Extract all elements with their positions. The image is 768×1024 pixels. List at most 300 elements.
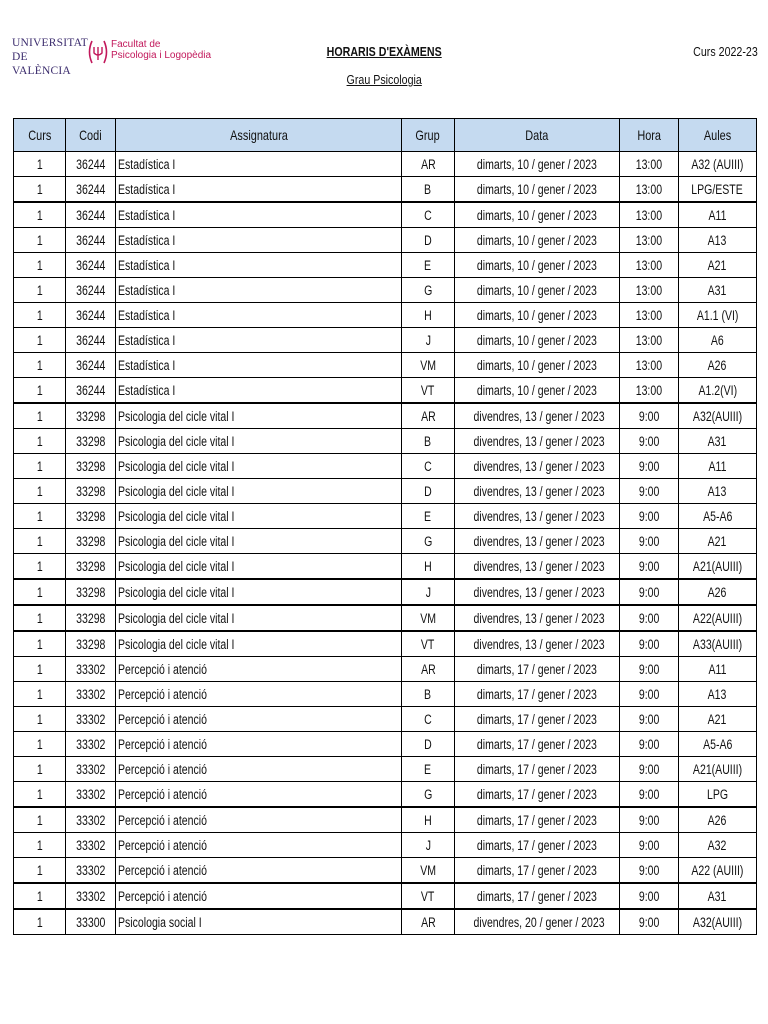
cell-aules-text: A22 (AUIII) [691, 862, 744, 878]
cell-hora-text: 9:00 [638, 458, 660, 474]
cell-assignatura-text: Percepció i atenció [118, 862, 207, 878]
cell-aules-text: A26 [708, 812, 727, 828]
cell-grup-text: B [424, 686, 432, 702]
cell-curs-text: 1 [36, 332, 43, 348]
table-header-row [14, 119, 757, 152]
cell-hora [620, 328, 679, 353]
cell-hora-text: 9:00 [638, 558, 660, 574]
table-row [14, 858, 757, 884]
cell-grup-text: J [425, 837, 431, 853]
cell-assignatura [116, 504, 402, 529]
cell-data [455, 529, 620, 554]
cell-grup-text: AR [420, 408, 436, 424]
cell-assignatura-text: Percepció i atenció [118, 812, 207, 828]
cell-data [455, 707, 620, 732]
cell-data-text: dimarts, 10 / gener / 2023 [477, 282, 597, 298]
cell-data-text: divendres, 13 / gener / 2023 [473, 584, 605, 600]
cell-data [455, 757, 620, 782]
cell-grup-text: AR [420, 661, 436, 677]
cell-assignatura-text: Psicologia del cicle vital I [118, 584, 235, 600]
cell-curs-text: 1 [36, 914, 43, 930]
cell-grup [402, 707, 455, 732]
cell-grup [402, 303, 455, 328]
cell-codi-text: 33298 [75, 483, 106, 499]
cell-data-text: divendres, 20 / gener / 2023 [473, 914, 605, 930]
cell-codi-text: 36244 [75, 332, 106, 348]
cell-codi [66, 378, 116, 404]
table-body [14, 152, 757, 935]
cell-assignatura [116, 579, 402, 605]
column-header-data [455, 119, 620, 152]
cell-aules [679, 353, 757, 378]
cell-aules-text: A1.1 (VI) [696, 307, 739, 323]
cell-hora [620, 883, 679, 909]
cell-codi-text: 36244 [75, 156, 106, 172]
cell-curs [14, 429, 66, 454]
cell-curs-text: 1 [36, 433, 43, 449]
cell-grup-text: E [424, 508, 432, 524]
table-row [14, 378, 757, 404]
cell-grup-text: H [424, 558, 432, 574]
cell-aules [679, 202, 757, 228]
cell-codi-text: 33298 [75, 508, 106, 524]
cell-codi-text: 36244 [75, 257, 106, 273]
cell-codi [66, 554, 116, 580]
cell-hora [620, 682, 679, 707]
cell-grup [402, 353, 455, 378]
cell-aules-text: A21 [708, 533, 727, 549]
cell-grup-text: D [424, 483, 432, 499]
cell-curs [14, 909, 66, 935]
cell-assignatura-text: Estadística I [118, 382, 176, 398]
cell-grup [402, 278, 455, 303]
cell-data [455, 732, 620, 757]
cell-grup-text: C [424, 207, 432, 223]
cell-hora-text: 9:00 [638, 862, 660, 878]
cell-codi-text: 33302 [75, 862, 106, 878]
cell-aules [679, 732, 757, 757]
cell-data [455, 228, 620, 253]
cell-curs-text: 1 [36, 408, 43, 424]
document-title: HORARIS D'EXÀMENS [326, 44, 442, 59]
cell-aules [679, 909, 757, 935]
cell-curs [14, 554, 66, 580]
cell-grup [402, 782, 455, 808]
cell-grup-text: H [424, 812, 432, 828]
cell-codi-text: 36244 [75, 232, 106, 248]
cell-curs-text: 1 [36, 888, 43, 904]
cell-grup [402, 253, 455, 278]
cell-codi-text: 33298 [75, 458, 106, 474]
cell-grup-text: B [424, 433, 432, 449]
cell-assignatura [116, 833, 402, 858]
cell-hora-text: 13:00 [635, 282, 663, 298]
cell-assignatura-text: Psicologia del cicle vital I [118, 533, 235, 549]
cell-data-text: dimarts, 17 / gener / 2023 [477, 862, 597, 878]
cell-aules [679, 554, 757, 580]
cell-codi-text: 33302 [75, 837, 106, 853]
column-header-curs [14, 119, 66, 152]
cell-data [455, 605, 620, 631]
cell-assignatura [116, 707, 402, 732]
cell-codi [66, 579, 116, 605]
cell-curs-text: 1 [36, 483, 43, 499]
cell-curs [14, 152, 66, 177]
cell-aules [679, 177, 757, 203]
cell-hora [620, 554, 679, 580]
cell-grup [402, 858, 455, 884]
cell-codi [66, 631, 116, 657]
cell-hora [620, 529, 679, 554]
cell-codi-text: 33302 [75, 661, 106, 677]
cell-codi-text: 36244 [75, 181, 106, 197]
cell-assignatura-text: Percepció i atenció [118, 786, 207, 802]
cell-aules-text: A33(AUIII) [692, 636, 743, 652]
cell-curs-text: 1 [36, 458, 43, 474]
cell-hora [620, 353, 679, 378]
cell-curs [14, 807, 66, 833]
cell-aules [679, 682, 757, 707]
cell-hora-text: 9:00 [638, 508, 660, 524]
cell-hora [620, 757, 679, 782]
cell-data [455, 833, 620, 858]
cell-assignatura [116, 152, 402, 177]
cell-data-text: dimarts, 10 / gener / 2023 [477, 307, 597, 323]
cell-aules-text: A5-A6 [702, 736, 733, 752]
cell-aules-text: A26 [708, 357, 727, 373]
cell-hora [620, 605, 679, 631]
cell-curs [14, 707, 66, 732]
cell-curs-text: 1 [36, 711, 43, 727]
cell-grup [402, 833, 455, 858]
cell-aules [679, 454, 757, 479]
cell-assignatura-text: Psicologia del cicle vital I [118, 610, 235, 626]
cell-codi-text: 33302 [75, 888, 106, 904]
cell-assignatura-text: Estadística I [118, 257, 176, 273]
cell-curs-text: 1 [36, 533, 43, 549]
cell-data [455, 682, 620, 707]
cell-curs-text: 1 [36, 862, 43, 878]
cell-hora-text: 9:00 [638, 736, 660, 752]
table-row [14, 152, 757, 177]
cell-codi-text: 33302 [75, 786, 106, 802]
cell-assignatura [116, 202, 402, 228]
cell-curs-text: 1 [36, 382, 43, 398]
cell-assignatura [116, 757, 402, 782]
cell-curs-text: 1 [36, 232, 43, 248]
cell-codi-text: 36244 [75, 207, 106, 223]
cell-assignatura [116, 454, 402, 479]
cell-curs-text: 1 [36, 837, 43, 853]
cell-aules-text: A22(AUIII) [692, 610, 743, 626]
cell-data [455, 554, 620, 580]
cell-grup [402, 429, 455, 454]
cell-curs [14, 228, 66, 253]
table-row [14, 757, 757, 782]
cell-hora [620, 202, 679, 228]
cell-codi [66, 833, 116, 858]
cell-hora [620, 909, 679, 935]
cell-codi-text: 33298 [75, 433, 106, 449]
cell-curs [14, 303, 66, 328]
cell-assignatura [116, 177, 402, 203]
cell-codi [66, 782, 116, 808]
cell-data [455, 353, 620, 378]
cell-curs-text: 1 [36, 508, 43, 524]
cell-assignatura [116, 278, 402, 303]
cell-aules [679, 253, 757, 278]
cell-codi-text: 33302 [75, 736, 106, 752]
cell-aules [679, 403, 757, 429]
cell-grup-text: G [423, 786, 433, 802]
cell-aules [679, 479, 757, 504]
table-row [14, 833, 757, 858]
cell-hora-text: 9:00 [638, 533, 660, 549]
cell-hora [620, 429, 679, 454]
cell-curs [14, 782, 66, 808]
cell-hora-text: 13:00 [635, 382, 663, 398]
cell-assignatura [116, 782, 402, 808]
cell-grup [402, 177, 455, 203]
cell-hora-text: 13:00 [635, 156, 663, 172]
cell-aules-text: A5-A6 [702, 508, 733, 524]
cell-aules-text: A13 [708, 483, 727, 499]
cell-hora [620, 732, 679, 757]
cell-curs [14, 682, 66, 707]
cell-aules [679, 303, 757, 328]
cell-curs [14, 833, 66, 858]
cell-curs-text: 1 [36, 257, 43, 273]
cell-aules [679, 631, 757, 657]
cell-data [455, 858, 620, 884]
cell-data-text: divendres, 13 / gener / 2023 [473, 458, 605, 474]
cell-curs-text: 1 [36, 812, 43, 828]
cell-grup [402, 631, 455, 657]
cell-data-text: divendres, 13 / gener / 2023 [473, 508, 605, 524]
cell-codi [66, 228, 116, 253]
cell-data [455, 883, 620, 909]
cell-data [455, 807, 620, 833]
table-row [14, 782, 757, 808]
column-header-codi [66, 119, 116, 152]
cell-codi-text: 33302 [75, 812, 106, 828]
cell-assignatura-text: Estadística I [118, 332, 176, 348]
cell-hora [620, 403, 679, 429]
table-row [14, 454, 757, 479]
cell-codi [66, 529, 116, 554]
cell-assignatura [116, 631, 402, 657]
cell-hora [620, 504, 679, 529]
cell-curs [14, 732, 66, 757]
cell-grup-text: G [423, 282, 433, 298]
cell-aules-text: A32(AUIII) [692, 914, 743, 930]
cell-codi-text: 33302 [75, 711, 106, 727]
cell-grup-text: AR [420, 914, 436, 930]
cell-hora [620, 807, 679, 833]
cell-hora-text: 13:00 [635, 181, 663, 197]
cell-assignatura-text: Percepció i atenció [118, 736, 207, 752]
cell-grup-text: D [424, 232, 432, 248]
cell-curs [14, 328, 66, 353]
cell-aules-text: A21(AUIII) [692, 558, 743, 574]
cell-codi [66, 353, 116, 378]
cell-codi [66, 454, 116, 479]
cell-grup [402, 202, 455, 228]
cell-codi-text: 33298 [75, 636, 106, 652]
cell-curs [14, 757, 66, 782]
cell-curs-text: 1 [36, 357, 43, 373]
cell-hora-text: 13:00 [635, 332, 663, 348]
table-row [14, 529, 757, 554]
faculty-logo-line1: Facultat de [111, 39, 161, 50]
university-logo-line1: UNIVERSITAT [12, 37, 89, 49]
cell-assignatura [116, 682, 402, 707]
cell-grup-text: H [424, 307, 432, 323]
cell-codi [66, 858, 116, 884]
cell-hora-text: 9:00 [638, 636, 660, 652]
cell-hora-text: 13:00 [635, 232, 663, 248]
cell-aules [679, 278, 757, 303]
table-row [14, 177, 757, 203]
cell-curs-text: 1 [36, 307, 43, 323]
cell-assignatura-text: Percepció i atenció [118, 711, 207, 727]
cell-codi [66, 202, 116, 228]
cell-aules [679, 429, 757, 454]
cell-grup [402, 328, 455, 353]
cell-assignatura [116, 883, 402, 909]
cell-assignatura-text: Percepció i atenció [118, 686, 207, 702]
cell-assignatura [116, 253, 402, 278]
cell-data [455, 454, 620, 479]
cell-data-text: dimarts, 17 / gener / 2023 [477, 812, 597, 828]
cell-data [455, 202, 620, 228]
cell-data [455, 782, 620, 808]
cell-codi [66, 909, 116, 935]
cell-hora-text: 13:00 [635, 207, 663, 223]
cell-assignatura [116, 529, 402, 554]
table-row [14, 202, 757, 228]
cell-grup-text: VM [420, 610, 436, 626]
cell-hora-text: 13:00 [635, 307, 663, 323]
cell-grup [402, 605, 455, 631]
cell-grup [402, 682, 455, 707]
cell-hora-text: 9:00 [638, 610, 660, 626]
cell-codi [66, 682, 116, 707]
table-row [14, 909, 757, 935]
cell-curs-text: 1 [36, 786, 43, 802]
cell-codi-text: 33302 [75, 761, 106, 777]
cell-codi [66, 757, 116, 782]
cell-codi-text: 33298 [75, 584, 106, 600]
cell-grup [402, 579, 455, 605]
cell-assignatura-text: Psicologia del cicle vital I [118, 508, 235, 524]
cell-assignatura [116, 328, 402, 353]
cell-curs [14, 883, 66, 909]
cell-codi [66, 657, 116, 682]
table-row [14, 228, 757, 253]
cell-aules-text: LPG [706, 786, 729, 802]
cell-curs [14, 605, 66, 631]
cell-assignatura-text: Psicologia social I [118, 914, 202, 930]
cell-grup [402, 479, 455, 504]
cell-grup-text: VT [421, 636, 435, 652]
cell-assignatura-text: Estadística I [118, 181, 176, 197]
cell-data [455, 253, 620, 278]
cell-assignatura-text: Estadística I [118, 207, 176, 223]
table-row [14, 479, 757, 504]
cell-curs [14, 858, 66, 884]
column-header-assignatura [116, 119, 402, 152]
cell-data-text: dimarts, 17 / gener / 2023 [477, 837, 597, 853]
cell-hora [620, 833, 679, 858]
cell-data [455, 631, 620, 657]
cell-curs-text: 1 [36, 636, 43, 652]
cell-curs-text: 1 [36, 181, 43, 197]
cell-codi [66, 152, 116, 177]
cell-aules-text: A32 (AUIII) [691, 156, 744, 172]
cell-curs [14, 378, 66, 404]
cell-aules [679, 152, 757, 177]
cell-assignatura-text: Psicologia del cicle vital I [118, 458, 235, 474]
cell-grup-text: J [425, 584, 431, 600]
cell-grup-text: J [425, 332, 431, 348]
table-row [14, 579, 757, 605]
cell-aules-text: A21 [708, 711, 727, 727]
cell-data-text: dimarts, 10 / gener / 2023 [477, 232, 597, 248]
cell-aules-text: A11 [708, 458, 727, 474]
table-row [14, 554, 757, 580]
cell-grup [402, 883, 455, 909]
cell-data [455, 429, 620, 454]
table-row [14, 682, 757, 707]
cell-assignatura [116, 429, 402, 454]
cell-hora-text: 9:00 [638, 584, 660, 600]
cell-data-text: divendres, 13 / gener / 2023 [473, 558, 605, 574]
cell-hora-text: 13:00 [635, 357, 663, 373]
cell-assignatura-text: Psicologia del cicle vital I [118, 408, 235, 424]
cell-hora-text: 9:00 [638, 711, 660, 727]
cell-curs-text: 1 [36, 736, 43, 752]
cell-aules-text: A31 [708, 282, 727, 298]
cell-grup [402, 378, 455, 404]
cell-grup-text: VT [421, 382, 435, 398]
cell-aules [679, 529, 757, 554]
cell-hora [620, 253, 679, 278]
cell-data-text: dimarts, 10 / gener / 2023 [477, 357, 597, 373]
cell-aules-text: A31 [708, 433, 727, 449]
cell-codi-text: 33298 [75, 558, 106, 574]
cell-assignatura [116, 353, 402, 378]
cell-data-text: dimarts, 10 / gener / 2023 [477, 332, 597, 348]
cell-codi [66, 403, 116, 429]
cell-curs-text: 1 [36, 558, 43, 574]
cell-aules-text: A32(AUIII) [692, 408, 743, 424]
cell-assignatura [116, 807, 402, 833]
cell-aules-text: A13 [708, 232, 727, 248]
cell-aules [679, 504, 757, 529]
cell-data-text: dimarts, 17 / gener / 2023 [477, 711, 597, 727]
cell-curs [14, 454, 66, 479]
cell-data-text: divendres, 13 / gener / 2023 [473, 483, 605, 499]
cell-aules [679, 228, 757, 253]
cell-codi-text: 33298 [75, 408, 106, 424]
cell-data [455, 328, 620, 353]
cell-codi [66, 429, 116, 454]
cell-codi [66, 177, 116, 203]
cell-hora [620, 278, 679, 303]
cell-grup [402, 228, 455, 253]
cell-hora [620, 177, 679, 203]
